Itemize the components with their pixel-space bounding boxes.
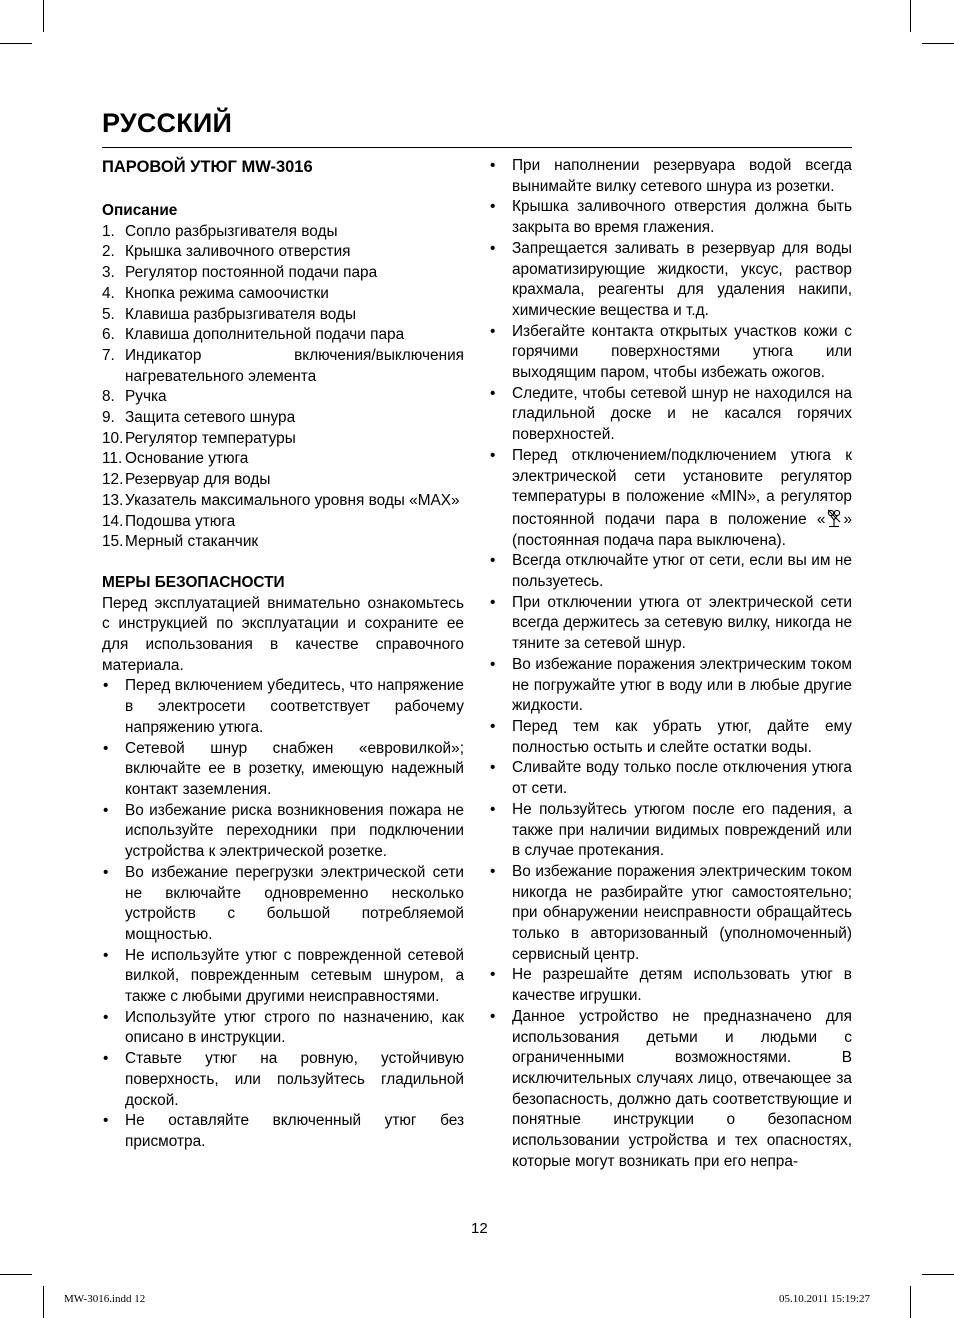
list-item xyxy=(102,1008,464,1049)
list-item xyxy=(102,387,464,408)
list-item xyxy=(102,863,464,946)
list-item xyxy=(102,449,464,470)
bullet-marker: • xyxy=(490,1007,496,1025)
list-item-text: При отключении утюга от электрической сети всегда держитесь за сетевую вилку, никогда не тяните за сетевой шнур. xyxy=(512,593,852,653)
bullet-marker: • xyxy=(490,966,496,984)
list-item-text: Не пользуйтесь утюгом после его падения, а также при наличии видимых повреждений или в случае протекания. xyxy=(512,800,852,860)
list-item-text: Всегда отключайте утюг от сети, если вы им не пользуетесь. xyxy=(512,552,852,591)
list-item-text: Во избежание поражения электрическим током никогда не разбирайте утюг самостоятельно; при обнаружении неисправности обращайтесь только в авторизованный (уполномоченный) сервисный центр. xyxy=(512,862,852,963)
list-item xyxy=(102,532,464,553)
list-item xyxy=(489,593,852,655)
product-title: ПАРОВОЙ УТЮГ MW-3016 xyxy=(102,158,313,176)
list-item xyxy=(102,1111,464,1152)
bullet-marker: • xyxy=(490,239,496,257)
safety-list xyxy=(102,676,464,1152)
list-item-text: Используйте утюг строго по назначению, как описано в инструкции. xyxy=(125,1008,464,1047)
page-number: 12 xyxy=(471,1220,488,1237)
safety-list xyxy=(489,551,852,1172)
list-item xyxy=(489,156,852,197)
safety-heading: МЕРЫ БЕЗОПАСНОСТИ xyxy=(102,573,285,591)
crop-mark xyxy=(910,0,911,32)
list-item-text: Во избежание перегрузки электрической сети не включайте одновременно несколько устройств с большой потребляемой мощностью. xyxy=(125,863,464,943)
list-item xyxy=(489,322,852,384)
bullet-marker: • xyxy=(103,1050,109,1068)
steam-off-icon xyxy=(825,508,843,528)
list-item xyxy=(102,491,464,512)
list-item xyxy=(102,263,464,284)
list-item-text: Не оставляйте включенный утюг без присмотра. xyxy=(125,1112,464,1150)
item-text: Регулятор температуры xyxy=(125,429,296,447)
bullet-marker: • xyxy=(490,862,496,880)
bullet-marker: • xyxy=(490,655,496,673)
list-item xyxy=(102,739,464,801)
bullet-marker: • xyxy=(103,739,109,757)
bullet-marker: • xyxy=(103,946,109,964)
list-item xyxy=(102,222,464,243)
safety-intro: Перед эксплуатацией внимательно ознакомьтесь с инструкцией по эксплуатации и сохраните ее для использования в качестве справочного материала. xyxy=(102,594,464,674)
description-heading: Описание xyxy=(102,202,178,219)
item-text: Ручка xyxy=(125,388,167,406)
item-number: 13. xyxy=(102,491,124,509)
item-number: 8. xyxy=(102,388,115,406)
description-list xyxy=(102,222,464,553)
list-item xyxy=(102,676,464,738)
item-text: Регулятор постоянной подачи пара xyxy=(125,264,378,282)
list-item xyxy=(489,446,852,552)
list-item xyxy=(489,965,852,1006)
list-item xyxy=(489,717,852,758)
list-item xyxy=(489,655,852,717)
list-item xyxy=(102,1049,464,1111)
list-item xyxy=(102,470,464,491)
crop-mark xyxy=(0,1274,32,1275)
item-text: Резервуар для воды xyxy=(125,471,271,489)
bullet-marker: • xyxy=(490,552,496,570)
item-number: 3. xyxy=(102,264,115,282)
item-text: Указатель максимального уровня воды «MAX» xyxy=(125,491,460,509)
item-text: Защита сетевого шнура xyxy=(125,409,296,427)
item-text: Индикатор включения/выключения нагревательного элемента xyxy=(125,346,464,385)
item-text: Клавиша дополнительной подачи пара xyxy=(125,326,405,344)
list-item xyxy=(489,384,852,446)
crop-mark xyxy=(922,43,954,44)
bullet-marker: • xyxy=(490,759,496,777)
crop-mark xyxy=(910,1286,911,1318)
right-column xyxy=(489,156,852,1172)
crop-mark xyxy=(43,1286,44,1318)
list-item-text: Перед тем как убрать утюг, дайте ему полностью остыть и слейте остатки воды. xyxy=(512,717,852,756)
list-item xyxy=(102,242,464,263)
list-item-text: Во избежание поражения электрическим током не погружайте утюг в воду или в любые другие жидкости. xyxy=(512,655,852,715)
list-item xyxy=(489,758,852,799)
list-item-text: Во избежание риска возникновения пожара не используйте переходники при подключении устройства к электрической розетке. xyxy=(125,801,464,861)
list-item xyxy=(102,946,464,1008)
item-number: 15. xyxy=(102,533,124,551)
list-item-text: Перед включением убедитесь, что напряжение в электросети соответствует рабочему напряжению утюга. xyxy=(125,677,464,736)
language-heading: РУССКИЙ xyxy=(102,108,233,138)
bullet-marker: • xyxy=(490,384,496,402)
item-number: 4. xyxy=(102,284,115,302)
list-item-text: Ставьте утюг на ровную, устойчивую поверхность, или пользуйтесь гладильной доской. xyxy=(125,1050,464,1109)
item-text: Подошва утюга xyxy=(125,512,236,530)
list-item xyxy=(102,325,464,346)
bullet-marker: • xyxy=(490,593,496,611)
item-number: 10. xyxy=(102,429,124,447)
bullet-marker: • xyxy=(490,800,496,818)
item-text: Сопло разбрызгивателя воды xyxy=(125,222,338,240)
footer-datetime: 05.10.2011 15:19:27 xyxy=(779,1293,870,1305)
item-number: 12. xyxy=(102,471,124,489)
list-item-text: При наполнении резервуара водой всегда вынимайте вилку сетевого шнура из розетки. xyxy=(512,157,852,195)
footer-filename: MW-3016.indd 12 xyxy=(64,1293,146,1305)
list-item-text: Перед отключением/подключением утюга к электрической сети установите регулятор температуры в положение «MIN», а регулятор постоянной подачи пара в положение « xyxy=(512,446,852,528)
safety-list xyxy=(489,446,852,552)
bullet-marker: • xyxy=(103,1008,109,1026)
item-number: 7. xyxy=(102,346,115,364)
list-item-text: Крышка заливочного отверстия должна быть закрыта во время глажения. xyxy=(512,198,852,237)
crop-mark xyxy=(43,0,44,32)
item-number: 14. xyxy=(102,512,124,530)
list-item-text: Не используйте утюг с поврежденной сетевой вилкой, поврежденным сетевым шнуром, а также с любыми другими неисправностями. xyxy=(125,946,464,1006)
crop-mark xyxy=(0,43,32,44)
bullet-marker: • xyxy=(103,863,109,881)
item-number: 9. xyxy=(102,409,115,427)
item-number: 5. xyxy=(102,305,115,323)
bullet-marker: • xyxy=(490,157,496,174)
list-item-text: Не разрешайте детям использовать утюг в качестве игрушки. xyxy=(512,966,852,1005)
item-text: Кнопка режима самоочистки xyxy=(125,284,329,302)
bullet-marker: • xyxy=(103,1112,109,1130)
list-item xyxy=(102,429,464,450)
bullet-marker: • xyxy=(490,717,496,735)
item-number: 6. xyxy=(102,326,115,344)
list-item-text: Сетевой шнур снабжен «евровилкой»; включайте ее в розетку, имеющую надежный контакт заземления. xyxy=(125,739,464,798)
list-item xyxy=(102,305,464,326)
list-item xyxy=(489,800,852,862)
list-item-text: Следите, чтобы сетевой шнур не находился на гладильной доске и не касался горячих поверхностей. xyxy=(512,384,852,444)
list-item xyxy=(102,512,464,533)
list-item-text: Сливайте воду только после отключения утюга от сети. xyxy=(512,759,852,798)
list-item xyxy=(489,1007,852,1173)
bullet-marker: • xyxy=(103,801,109,819)
bullet-marker: • xyxy=(490,322,496,340)
left-column xyxy=(102,156,464,1153)
list-item xyxy=(102,284,464,305)
list-item-text: Запрещается заливать в резервуар для воды ароматизирующие жидкости, уксус, раствор крахмала, реагенты для удаления накипи, химические вещества и т.д. xyxy=(512,239,852,319)
list-item xyxy=(489,197,852,238)
item-number: 1. xyxy=(102,222,115,240)
list-item xyxy=(489,551,852,592)
item-number: 11. xyxy=(102,450,123,468)
list-item xyxy=(489,239,852,322)
list-item-text: » (постоянная подача пара выключена). xyxy=(512,510,852,549)
crop-mark xyxy=(922,1274,954,1275)
heading-rule xyxy=(102,147,852,148)
safety-list xyxy=(489,156,852,446)
item-text: Крышка заливочного отверстия xyxy=(125,243,351,261)
list-item xyxy=(102,801,464,863)
item-text: Мерный стаканчик xyxy=(125,533,259,551)
bullet-marker: • xyxy=(490,446,496,464)
bullet-marker: • xyxy=(490,198,496,216)
bullet-marker: • xyxy=(103,677,109,695)
list-item-text: Избегайте контакта открытых участков кожи с горячими поверхностями утюга или выходящим паром, чтобы избежать ожогов. xyxy=(512,322,852,382)
list-item xyxy=(102,408,464,429)
list-item xyxy=(102,346,464,387)
item-text: Клавиша разбрызгивателя воды xyxy=(125,305,357,323)
list-item-text: Данное устройство не предназначено для использования детьми и людьми с ограниченными возможностями. В исключительных случаях лицо, отвечающее за безопасность, должно дать соответствующие и понятные инструкции о безопасном использовании устройства и тех опасностях, которые могут возникать при его непра- xyxy=(512,1007,852,1170)
list-item xyxy=(489,862,852,966)
item-number: 2. xyxy=(102,243,115,261)
item-text: Основание утюга xyxy=(125,450,249,468)
